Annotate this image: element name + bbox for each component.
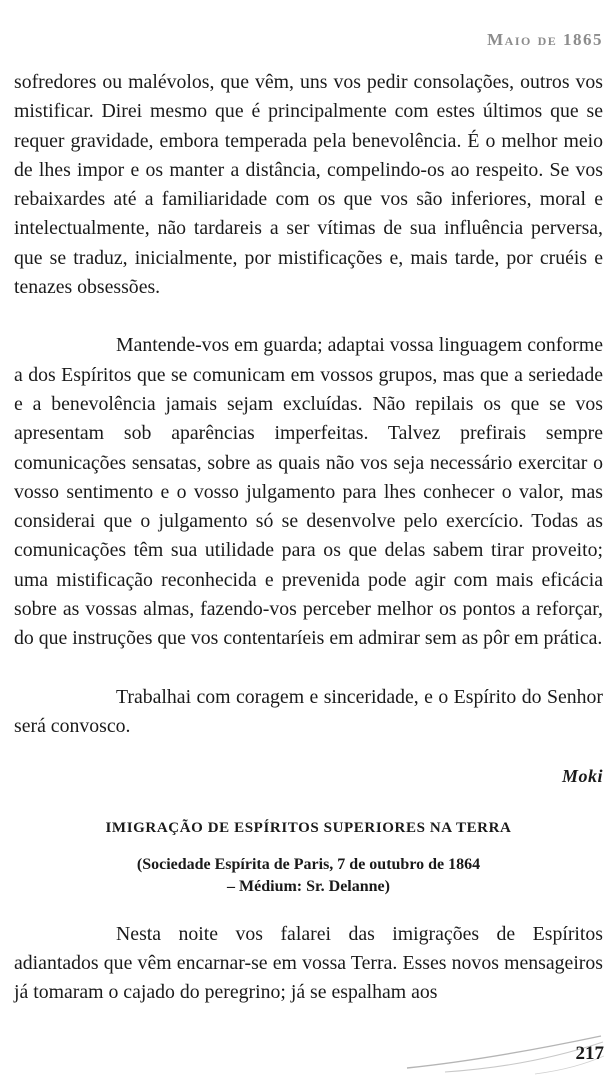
page-number: 217 bbox=[575, 1043, 604, 1064]
paragraph-2: Mantende-vos em guarda; adaptai vossa linguagem conforme a dos Espíritos que se comunicam em vossos grupos, mas que a seriedade e a benevolência jamais sejam excluídas. Não repilais os que se vos apresentam sob aparências imperfeitas. Talvez prefirais sempre comunicações sensatas, sobre as quais não vos seja necessário exercitar o vosso sentimento e o vosso julgamento para lhes conhecer o valor, mas considerai que o julgamento só se desenvolve pelo exercício. Todas as comunicações têm sua utilidade para os que delas sabem tirar proveito; uma mistificação reconhecida e prevenida pode agir com mais eficácia sobre as vossas almas, fazendo-vos perceber melhor os pontos a reforçar, do que instruções que vos contentaríeis em admirar sem as pôr em prática. bbox=[14, 334, 603, 650]
section-subtitle-line-2: – Médium: Sr. Delanne) bbox=[227, 877, 390, 895]
page-body bbox=[14, 68, 603, 1007]
paragraph-4: Nesta noite vos falarei das imigrações de Espíritos adiantados que vêm encarnar-se em vossa Terra. Esses novos mensageiros já tomaram o cajado do peregrino; já se espalham aos bbox=[14, 922, 603, 1004]
section-subtitle bbox=[14, 854, 603, 898]
section-title: IMIGRAÇÃO DE ESPÍRITOS SUPERIORES NA TERRA bbox=[105, 819, 512, 836]
paragraph-3: Trabalhai com coragem e sinceridade, e o Espírito do Senhor será convosco. bbox=[14, 685, 603, 737]
paragraph-1: sofredores ou malévolos, que vêm, uns vos pedir consolações, outros vos mistificar. Direi mesmo que é principalmente com estes últimos que se requer gravidade, embora temperada pela benevolência. É o melhor meio de lhes impor e os manter a distância, compelindo-os ao respeito. Se vos rebaixardes até a familiaridade com os que vos são inferiores, moral e intelectualmente, não tardareis a ser vítimas de sua influência perversa, que se traduz, inicialmente, por mistificações e, mais tarde, por cruéis e tenazes obsessões. bbox=[14, 71, 603, 299]
running-header: Maio de 1865 bbox=[487, 30, 603, 49]
signature: Moki bbox=[561, 766, 603, 787]
section-subtitle-line-1: (Sociedade Espírita de Paris, 7 de outubro de 1864 bbox=[136, 855, 481, 873]
